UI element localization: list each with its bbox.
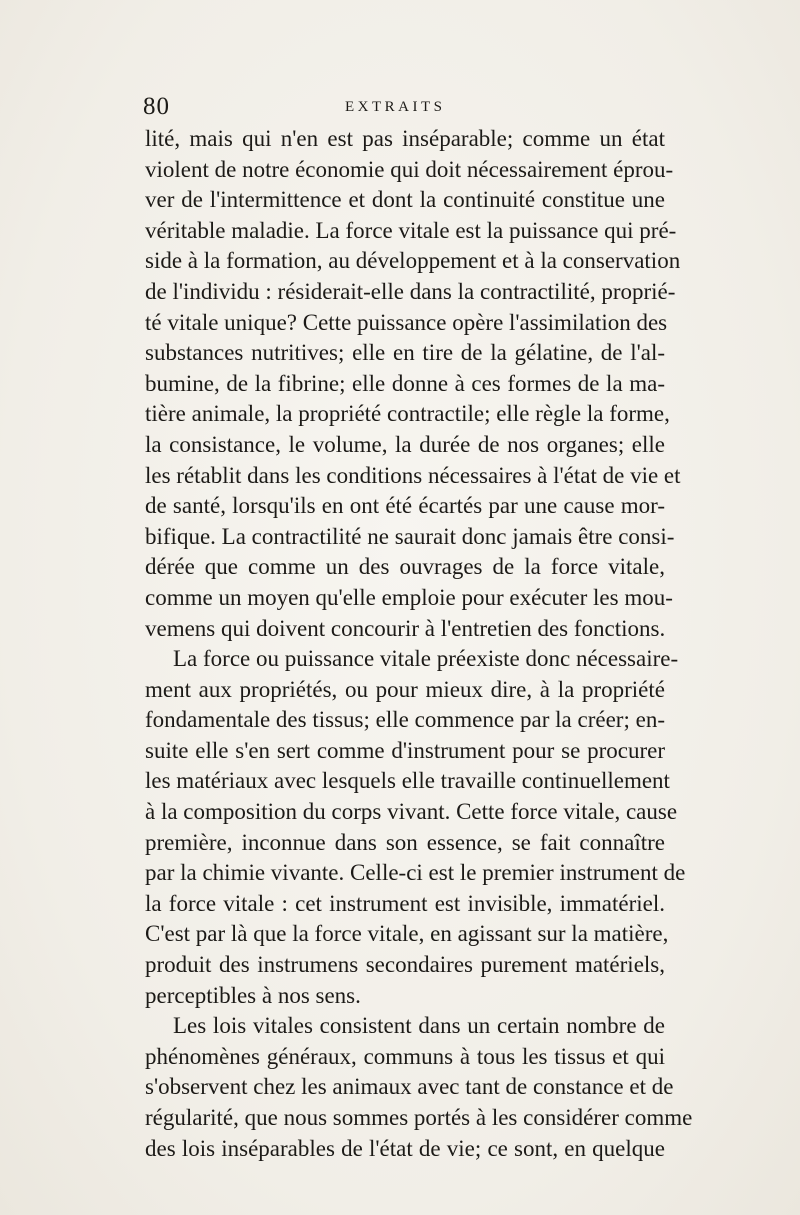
text-line: des lois inséparables de l'état de vie; ce sont, en quelque bbox=[145, 1135, 665, 1161]
text-line: produit des instrumens secondaires purement matériels, bbox=[145, 952, 665, 978]
text-line: régularité, que nous sommes portés à les considérer comme bbox=[145, 1105, 693, 1130]
text-line: ment aux propriétés, ou pour mieux dire, à la propriété bbox=[145, 676, 665, 702]
text-line: comme un moyen qu'elle emploie pour exécuter les mou- bbox=[145, 584, 673, 610]
text-line: à la composition du corps vivant. Cette force vitale, cause bbox=[145, 799, 678, 825]
running-head: EXTRAITS bbox=[345, 99, 446, 115]
paragraph-3 bbox=[145, 1011, 693, 1164]
text-line: véritable maladie. La force vitale est la puissance qui pré- bbox=[145, 217, 677, 243]
text-line: les matériaux avec lesquels elle travaille continuellement bbox=[145, 768, 670, 794]
body-text bbox=[145, 124, 693, 1164]
text-line: la consistance, le volume, la durée de nos organes; elle bbox=[145, 431, 665, 457]
text-line: lité, mais qui n'en est pas inséparable; comme un état bbox=[145, 126, 665, 151]
text-line: ver de l'intermittence et dont la continuité constitue une bbox=[145, 187, 665, 213]
text-line: de l'individu : résiderait-elle dans la contractilité, proprié- bbox=[145, 278, 676, 304]
text-line: la force vitale : cet instrument est invisible, immatériel. bbox=[145, 890, 665, 916]
text-line: s'observent chez les animaux avec tant de constance et de bbox=[145, 1074, 674, 1100]
text-line: les rétablit dans les conditions nécessaires à l'état de vie et bbox=[145, 462, 681, 488]
text-line: perceptibles à nos sens. bbox=[145, 982, 361, 1008]
text-line: vemens qui doivent concourir à l'entretien des fonctions. bbox=[145, 615, 666, 641]
text-line: de santé, lorsqu'ils en ont été écartés par une cause mor- bbox=[145, 493, 665, 519]
text-line: té vitale unique? Cette puissance opère l'assimilation des bbox=[145, 309, 668, 335]
text-line: suite elle s'en sert comme d'instrument pour se procurer bbox=[145, 737, 665, 763]
text-line: Les lois vitales consistent dans un certain nombre de bbox=[173, 1013, 665, 1039]
text-line: phénomènes généraux, communs à tous les tissus et qui bbox=[145, 1043, 665, 1069]
text-line: bifique. La contractilité ne saurait donc jamais être consi- bbox=[145, 523, 675, 549]
text-line: par la chimie vivante. Celle-ci est le premier instrument de bbox=[145, 860, 686, 886]
text-line: dérée que comme un des ouvrages de la force vitale, bbox=[145, 554, 665, 580]
page-header bbox=[143, 92, 663, 122]
text-line: fondamentale des tissus; elle commence par la créer; en- bbox=[145, 707, 665, 733]
paragraph-1 bbox=[145, 124, 681, 644]
text-line: side à la formation, au développement et à la conservation bbox=[145, 248, 681, 274]
text-line: bumine, de la fibrine; elle donne à ces formes de la ma- bbox=[145, 370, 665, 396]
page-number: 80 bbox=[143, 93, 170, 120]
text-line: première, inconnue dans son essence, se fait connaître bbox=[145, 829, 665, 855]
text-line: La force ou puissance vitale préexiste donc nécessaire- bbox=[173, 646, 679, 672]
text-line: substances nutritives; elle en tire de la gélatine, de l'al- bbox=[145, 340, 665, 366]
text-line: violent de notre économie qui doit nécessairement éprou- bbox=[145, 156, 674, 182]
text-line: C'est par là que la force vitale, en agissant sur la matière, bbox=[145, 921, 669, 947]
paragraph-2 bbox=[145, 644, 686, 1011]
text-line: tière animale, la propriété contractile; elle règle la forme, bbox=[145, 401, 670, 427]
